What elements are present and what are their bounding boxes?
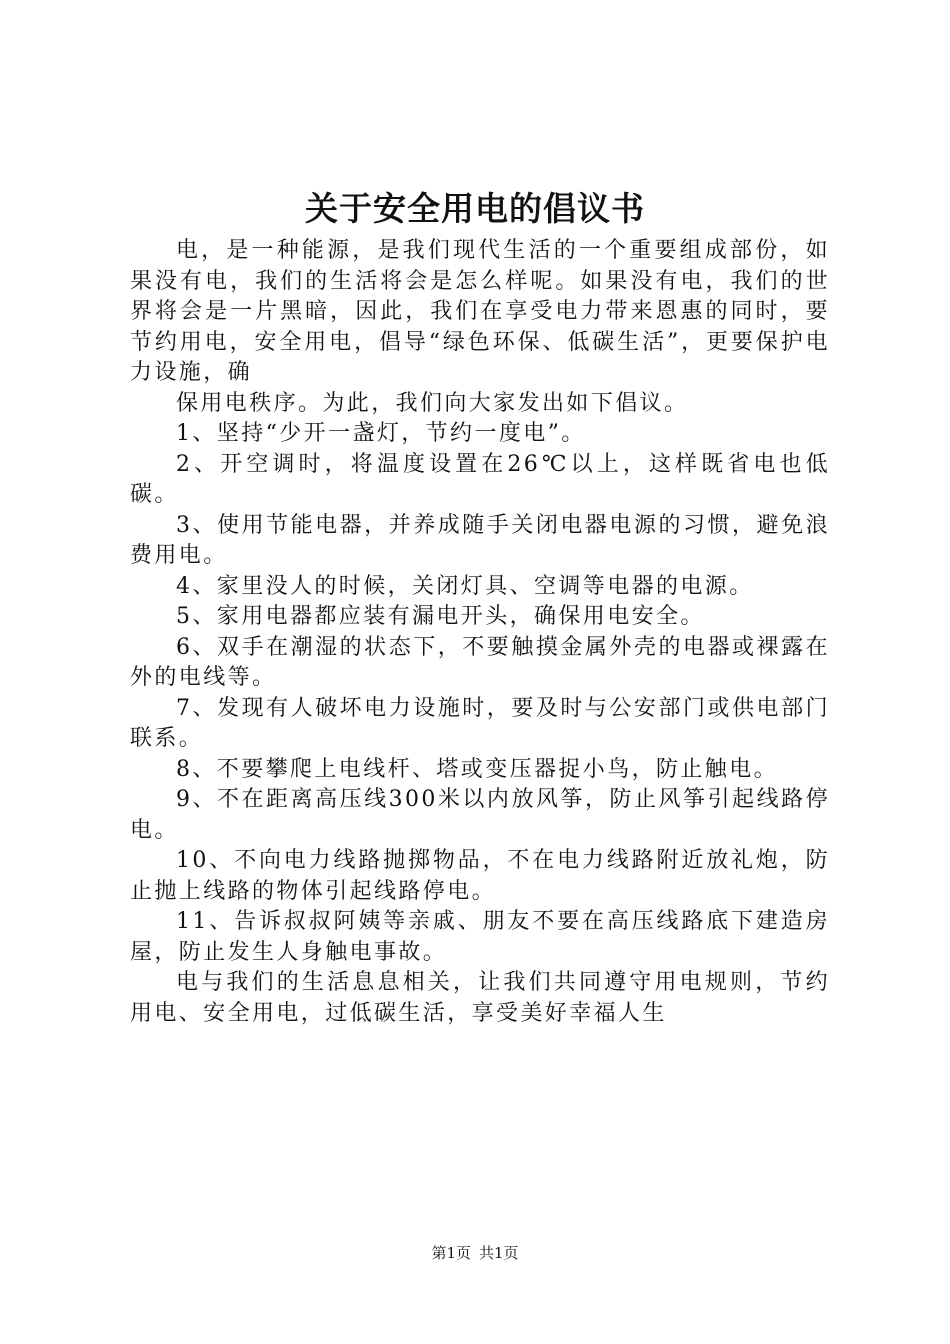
- page-number: 第1页: [431, 1244, 471, 1262]
- proposal-item-11: 11、告诉叔叔阿姨等亲戚、朋友不要在高压线路底下建造房屋，防止发生人身触电事故。: [130, 909, 830, 965]
- proposal-item-5: 5、家用电器都应装有漏电开头，确保用电安全。: [176, 604, 705, 629]
- proposal-item-1: 1、坚持“少开一盏灯，节约一度电”。: [176, 421, 586, 446]
- proposal-item-2: 2、开空调时，将温度设置在26℃以上，这样既省电也低碳。: [130, 451, 830, 507]
- page-total: 共1页: [479, 1244, 519, 1262]
- document-body: [130, 236, 830, 1029]
- intro-continuation: 保用电秩序。为此，我们向大家发出如下倡议。: [176, 390, 689, 416]
- closing-paragraph: 电与我们的生活息息相关，让我们共同遵守用电规则，节约用电、安全用电，过低碳生活，享受美好幸福人生: [130, 970, 830, 1026]
- proposal-item-10: 10、不向电力线路抛掷物品，不在电力线路附近放礼炮，防止抛上线路的物体引起线路停电。: [130, 848, 830, 904]
- proposal-item-4: 4、家里没人的时候，关闭灯具、空调等电器的电源。: [176, 573, 754, 599]
- proposal-item-6: 6、双手在潮湿的状态下，不要触摸金属外壳的电器或裸露在外的电线等。: [130, 634, 830, 690]
- intro-paragraph: 电，是一种能源，是我们现代生活的一个重要组成部份，如果没有电，我们的生活将会是怎么样呢。如果没有电，我们的世界将会是一片黑暗，因此，我们在享受电力带来恩惠的同时，要节约用电，安全用电，倡导“绿色环保、低碳生活”，更要保护电力设施，确: [130, 238, 830, 385]
- proposal-item-9: 9、不在距离高压线300米以内放风筝，防止风筝引起线路停电。: [130, 787, 830, 843]
- document-title: 关于安全用电的倡议书: [305, 189, 645, 228]
- proposal-item-3: 3、使用节能电器，并养成随手关闭电器电源的习惯，避免浪费用电。: [130, 512, 830, 568]
- proposal-item-7: 7、发现有人破坏电力设施时，要及时与公安部门或供电部门联系。: [130, 695, 830, 751]
- proposal-item-8: 8、不要攀爬上电线杆、塔或变压器捉小鸟，防止触电。: [176, 756, 778, 782]
- page-footer: [0, 1243, 950, 1263]
